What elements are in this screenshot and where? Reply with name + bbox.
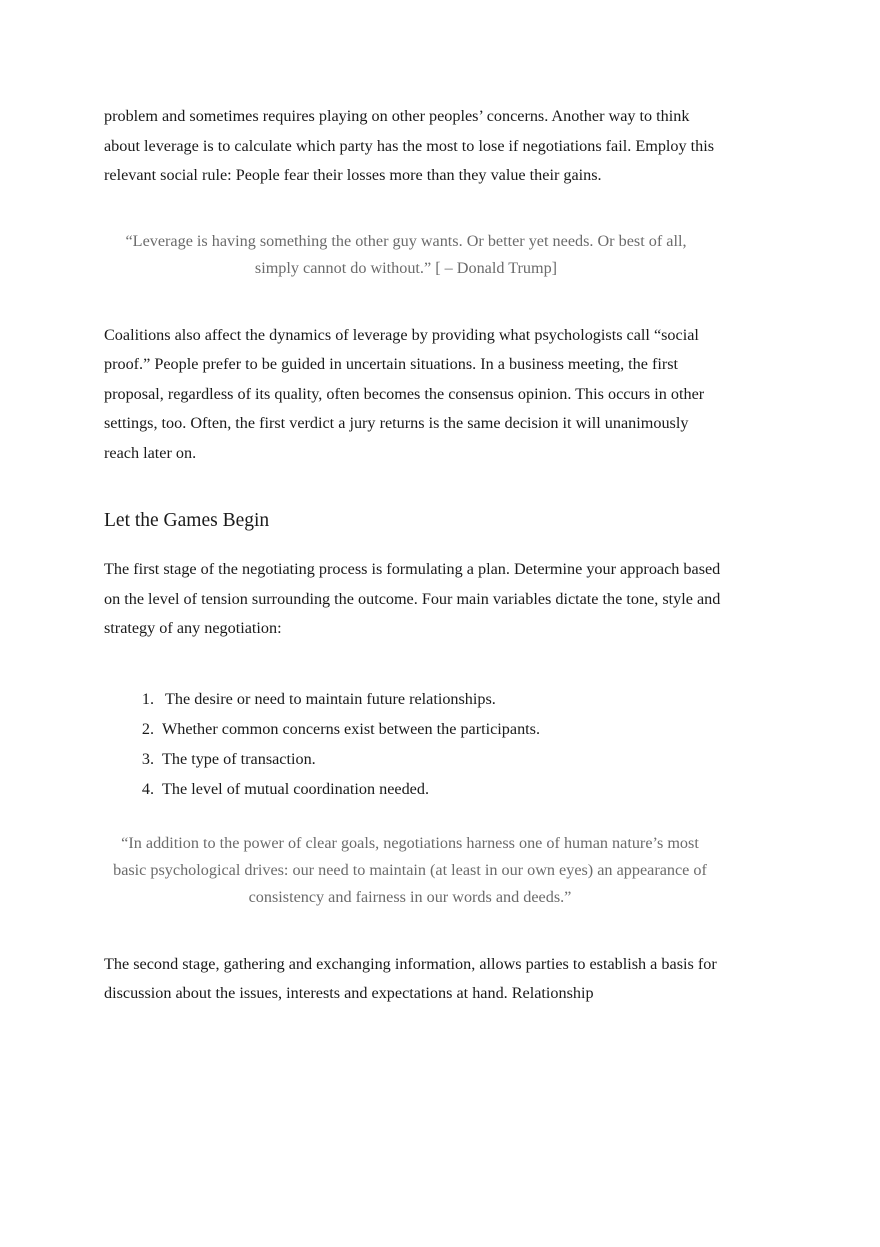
list-number: 4.	[141, 779, 154, 798]
list-number: 2.	[141, 719, 154, 738]
list-number: 1.	[141, 689, 154, 708]
list-item	[104, 684, 724, 714]
list-number: 3.	[141, 749, 154, 768]
pull-quote: “Leverage is having something the other guy wants. Or better yet needs. Or best of all, simply cannot do without.” [ – Donald Trump]	[125, 231, 687, 277]
list-text: The level of mutual coordination needed.	[162, 779, 429, 798]
list-text: The desire or need to maintain future relationships.	[165, 689, 496, 708]
document-page	[104, 102, 724, 1009]
body-paragraph: The first stage of the negotiating process is formulating a plan. Determine your approach based on the level of tension surrounding the outcome. Four main variables dictate the tone, style and strategy of any negotiation:	[104, 560, 721, 637]
body-paragraph: Coalitions also affect the dynamics of leverage by providing what psychologists call “social proof.” People prefer to be guided in uncertain situations. In a business meeting, the first proposal, regardless of its quality, often becomes the consensus opinion. This occurs in other settings, too. Often, the first verdict a jury returns is the same decision it will unanimously reach later on.	[104, 325, 705, 462]
body-paragraph: problem and sometimes requires playing on other peoples’ concerns. Another way to think about leverage is to calculate which party has the most to lose if negotiations fail. Employ this relevant social rule: People fear their losses more than they value their gains.	[104, 107, 715, 184]
list-text: Whether common concerns exist between the participants.	[162, 719, 541, 738]
list-text: The type of transaction.	[162, 749, 316, 768]
list-item	[104, 714, 724, 744]
list-item	[104, 744, 724, 774]
list-item	[104, 774, 724, 804]
section-heading: Let the Games Begin	[104, 510, 270, 531]
body-paragraph: The second stage, gathering and exchanging information, allows parties to establish a basis for discussion about the issues, interests and expectations at hand. Relationship	[104, 954, 717, 1002]
numbered-list	[104, 684, 724, 804]
pull-quote: “In addition to the power of clear goals, negotiations harness one of human nature’s most basic psychological drives: our need to maintain (at least in our own eyes) an appearance of consistency and fairness in our words and deeds.”	[113, 833, 707, 906]
